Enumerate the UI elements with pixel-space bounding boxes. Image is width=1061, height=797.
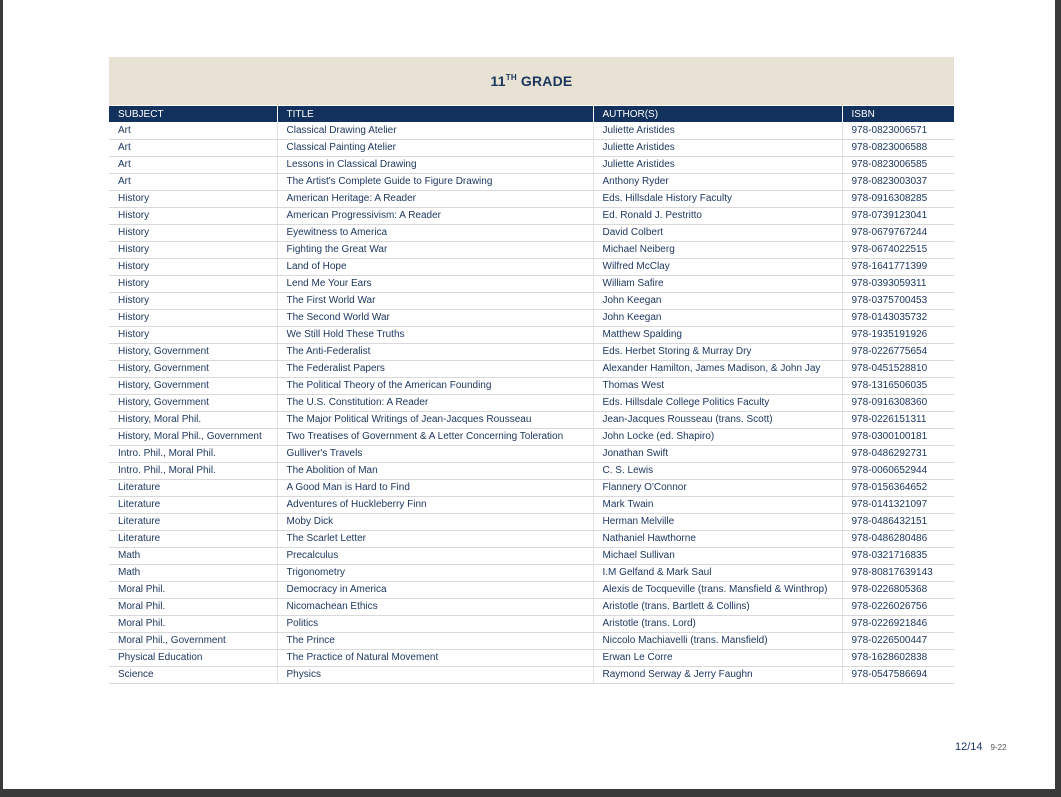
subject-cell: Math: [109, 564, 277, 581]
table-row: [109, 173, 954, 190]
title-cell: Two Treatises of Government & A Letter Concerning Toleration: [277, 428, 593, 445]
author-cell: Jean-Jacques Rousseau (trans. Scott): [593, 411, 842, 428]
isbn-cell: 978-0486292731: [842, 445, 954, 462]
page-title: 11TH GRADE: [490, 73, 573, 89]
author-cell: Eds. Herbet Storing & Murray Dry: [593, 343, 842, 360]
author-cell: Niccolo Machiavelli (trans. Mansfield): [593, 632, 842, 649]
table-row: [109, 581, 954, 598]
author-cell: Juliette Aristides: [593, 139, 842, 156]
author-cell: Michael Neiberg: [593, 241, 842, 258]
title-cell: Trigonometry: [277, 564, 593, 581]
page-number: 12/14: [955, 741, 983, 753]
isbn-cell: 978-0226151311: [842, 411, 954, 428]
subject-cell: Art: [109, 156, 277, 173]
subject-cell: History, Government: [109, 360, 277, 377]
title-cell: Precalculus: [277, 547, 593, 564]
table-row: [109, 394, 954, 411]
author-cell: Matthew Spalding: [593, 326, 842, 343]
footer-code: 9-22: [990, 743, 1007, 752]
subject-cell: History, Moral Phil., Government: [109, 428, 277, 445]
book-list-table: [109, 106, 954, 684]
table-row: [109, 445, 954, 462]
author-cell: Eds. Hillsdale College Politics Faculty: [593, 394, 842, 411]
isbn-cell: 978-0226026756: [842, 598, 954, 615]
table-row: [109, 530, 954, 547]
subject-cell: Art: [109, 122, 277, 139]
subject-cell: Moral Phil.: [109, 581, 277, 598]
author-cell: I.M Gelfand & Mark Saul: [593, 564, 842, 581]
title-cell: Lessons in Classical Drawing: [277, 156, 593, 173]
isbn-cell: 978-0226775654: [842, 343, 954, 360]
title-cell: Physics: [277, 666, 593, 683]
table-header-row: [109, 106, 954, 122]
title-cell: The Scarlet Letter: [277, 530, 593, 547]
author-cell: Ed. Ronald J. Pestritto: [593, 207, 842, 224]
author-cell: Alexander Hamilton, James Madison, & John Jay: [593, 360, 842, 377]
title-cell: Adventures of Huckleberry Finn: [277, 496, 593, 513]
subject-cell: Moral Phil.: [109, 615, 277, 632]
author-cell: John Keegan: [593, 292, 842, 309]
table-row: [109, 598, 954, 615]
document-page: [3, 0, 1055, 789]
isbn-cell: 978-0143035732: [842, 309, 954, 326]
subject-cell: Moral Phil.: [109, 598, 277, 615]
author-cell: David Colbert: [593, 224, 842, 241]
subject-cell: Moral Phil., Government: [109, 632, 277, 649]
isbn-cell: 978-0451528810: [842, 360, 954, 377]
title-cell: The U.S. Constitution: A Reader: [277, 394, 593, 411]
table-row: [109, 479, 954, 496]
column-header-title: TITLE: [277, 106, 593, 122]
title-cell: A Good Man is Hard to Find: [277, 479, 593, 496]
table-row: [109, 496, 954, 513]
table-row: [109, 615, 954, 632]
subject-cell: Intro. Phil., Moral Phil.: [109, 462, 277, 479]
author-cell: Juliette Aristides: [593, 156, 842, 173]
subject-cell: History, Moral Phil.: [109, 411, 277, 428]
table-row: [109, 139, 954, 156]
isbn-cell: 978-0486432151: [842, 513, 954, 530]
isbn-cell: 978-0226805368: [842, 581, 954, 598]
table-row: [109, 666, 954, 683]
author-cell: Eds. Hillsdale History Faculty: [593, 190, 842, 207]
subject-cell: History: [109, 224, 277, 241]
subject-cell: Literature: [109, 479, 277, 496]
author-cell: Raymond Serway & Jerry Faughn: [593, 666, 842, 683]
title-cell: The Major Political Writings of Jean-Jacques Rousseau: [277, 411, 593, 428]
author-cell: Jonathan Swift: [593, 445, 842, 462]
isbn-cell: 978-1935191926: [842, 326, 954, 343]
isbn-cell: 978-0486280486: [842, 530, 954, 547]
author-cell: Aristotle (trans. Bartlett & Collins): [593, 598, 842, 615]
page-footer: [955, 741, 1007, 753]
subject-cell: Math: [109, 547, 277, 564]
author-cell: Erwan Le Corre: [593, 649, 842, 666]
subject-cell: Art: [109, 173, 277, 190]
subject-cell: Physical Education: [109, 649, 277, 666]
subject-cell: History: [109, 241, 277, 258]
title-cell: Eyewitness to America: [277, 224, 593, 241]
isbn-cell: 978-0060652944: [842, 462, 954, 479]
subject-cell: History, Government: [109, 343, 277, 360]
table-row: [109, 649, 954, 666]
title-cell: Land of Hope: [277, 258, 593, 275]
isbn-cell: 978-0226500447: [842, 632, 954, 649]
isbn-cell: 978-0823006588: [842, 139, 954, 156]
table-row: [109, 632, 954, 649]
table-row: [109, 513, 954, 530]
column-header-authors: AUTHOR(S): [593, 106, 842, 122]
author-cell: Thomas West: [593, 377, 842, 394]
isbn-cell: 978-0156364652: [842, 479, 954, 496]
isbn-cell: 978-0823006571: [842, 122, 954, 139]
author-cell: Michael Sullivan: [593, 547, 842, 564]
author-cell: Flannery O'Connor: [593, 479, 842, 496]
table-row: [109, 241, 954, 258]
subject-cell: Literature: [109, 496, 277, 513]
title-cell: Moby Dick: [277, 513, 593, 530]
author-cell: Herman Melville: [593, 513, 842, 530]
column-header-isbn: ISBN: [842, 106, 954, 122]
table-row: [109, 428, 954, 445]
author-cell: Wilfred McClay: [593, 258, 842, 275]
table-row: [109, 343, 954, 360]
isbn-cell: 978-0674022515: [842, 241, 954, 258]
isbn-cell: 978-1641771399: [842, 258, 954, 275]
title-cell: The Anti-Federalist: [277, 343, 593, 360]
author-cell: Alexis de Tocqueville (trans. Mansfield & Winthrop): [593, 581, 842, 598]
isbn-cell: 978-0739123041: [842, 207, 954, 224]
title-cell: Classical Painting Atelier: [277, 139, 593, 156]
author-cell: John Keegan: [593, 309, 842, 326]
title-cell: Gulliver's Travels: [277, 445, 593, 462]
subject-cell: History: [109, 292, 277, 309]
isbn-cell: 978-1628602838: [842, 649, 954, 666]
isbn-cell: 978-0823003037: [842, 173, 954, 190]
subject-cell: History: [109, 309, 277, 326]
subject-cell: History: [109, 207, 277, 224]
title-cell: Fighting the Great War: [277, 241, 593, 258]
title-cell: The First World War: [277, 292, 593, 309]
author-cell: Anthony Ryder: [593, 173, 842, 190]
title-cell: American Progressivism: A Reader: [277, 207, 593, 224]
subject-cell: Science: [109, 666, 277, 683]
table-row: [109, 547, 954, 564]
table-row: [109, 224, 954, 241]
subject-cell: History, Government: [109, 377, 277, 394]
title-cell: The Abolition of Man: [277, 462, 593, 479]
table-row: [109, 258, 954, 275]
title-cell: The Artist's Complete Guide to Figure Drawing: [277, 173, 593, 190]
subject-cell: Literature: [109, 513, 277, 530]
column-header-subject: SUBJECT: [109, 106, 277, 122]
title-cell: Democracy in America: [277, 581, 593, 598]
table-row: [109, 122, 954, 139]
author-cell: C. S. Lewis: [593, 462, 842, 479]
title-cell: Politics: [277, 615, 593, 632]
title-cell: American Heritage: A Reader: [277, 190, 593, 207]
subject-cell: Intro. Phil., Moral Phil.: [109, 445, 277, 462]
subject-cell: Literature: [109, 530, 277, 547]
title-cell: The Practice of Natural Movement: [277, 649, 593, 666]
table-row: [109, 156, 954, 173]
author-cell: John Locke (ed. Shapiro): [593, 428, 842, 445]
table-row: [109, 190, 954, 207]
table-row: [109, 207, 954, 224]
isbn-cell: 978-0300100181: [842, 428, 954, 445]
table-row: [109, 411, 954, 428]
isbn-cell: 978-0321716835: [842, 547, 954, 564]
isbn-cell: 978-0679767244: [842, 224, 954, 241]
table-row: [109, 292, 954, 309]
title-cell: Lend Me Your Ears: [277, 275, 593, 292]
isbn-cell: 978-1316506035: [842, 377, 954, 394]
isbn-cell: 978-0226921846: [842, 615, 954, 632]
title-cell: The Second World War: [277, 309, 593, 326]
isbn-cell: 978-0393059311: [842, 275, 954, 292]
isbn-cell: 978-0916308360: [842, 394, 954, 411]
table-row: [109, 309, 954, 326]
isbn-cell: 978-0375700453: [842, 292, 954, 309]
table-row: [109, 462, 954, 479]
subject-cell: History: [109, 190, 277, 207]
isbn-cell: 978-0141321097: [842, 496, 954, 513]
author-cell: Nathaniel Hawthorne: [593, 530, 842, 547]
author-cell: Mark Twain: [593, 496, 842, 513]
subject-cell: Art: [109, 139, 277, 156]
title-band: [109, 57, 954, 105]
title-cell: Nicomachean Ethics: [277, 598, 593, 615]
title-cell: The Federalist Papers: [277, 360, 593, 377]
table-row: [109, 360, 954, 377]
title-cell: The Prince: [277, 632, 593, 649]
table-row: [109, 377, 954, 394]
author-cell: William Safire: [593, 275, 842, 292]
isbn-cell: 978-0916308285: [842, 190, 954, 207]
subject-cell: History, Government: [109, 394, 277, 411]
title-cell: The Political Theory of the American Founding: [277, 377, 593, 394]
title-cell: We Still Hold These Truths: [277, 326, 593, 343]
author-cell: Juliette Aristides: [593, 122, 842, 139]
table-row: [109, 326, 954, 343]
isbn-cell: 978-0547586694: [842, 666, 954, 683]
table-row: [109, 275, 954, 292]
isbn-cell: 978-0823006585: [842, 156, 954, 173]
subject-cell: History: [109, 258, 277, 275]
isbn-cell: 978-80817639143: [842, 564, 954, 581]
title-cell: Classical Drawing Atelier: [277, 122, 593, 139]
table-row: [109, 564, 954, 581]
author-cell: Aristotle (trans. Lord): [593, 615, 842, 632]
subject-cell: History: [109, 326, 277, 343]
subject-cell: History: [109, 275, 277, 292]
